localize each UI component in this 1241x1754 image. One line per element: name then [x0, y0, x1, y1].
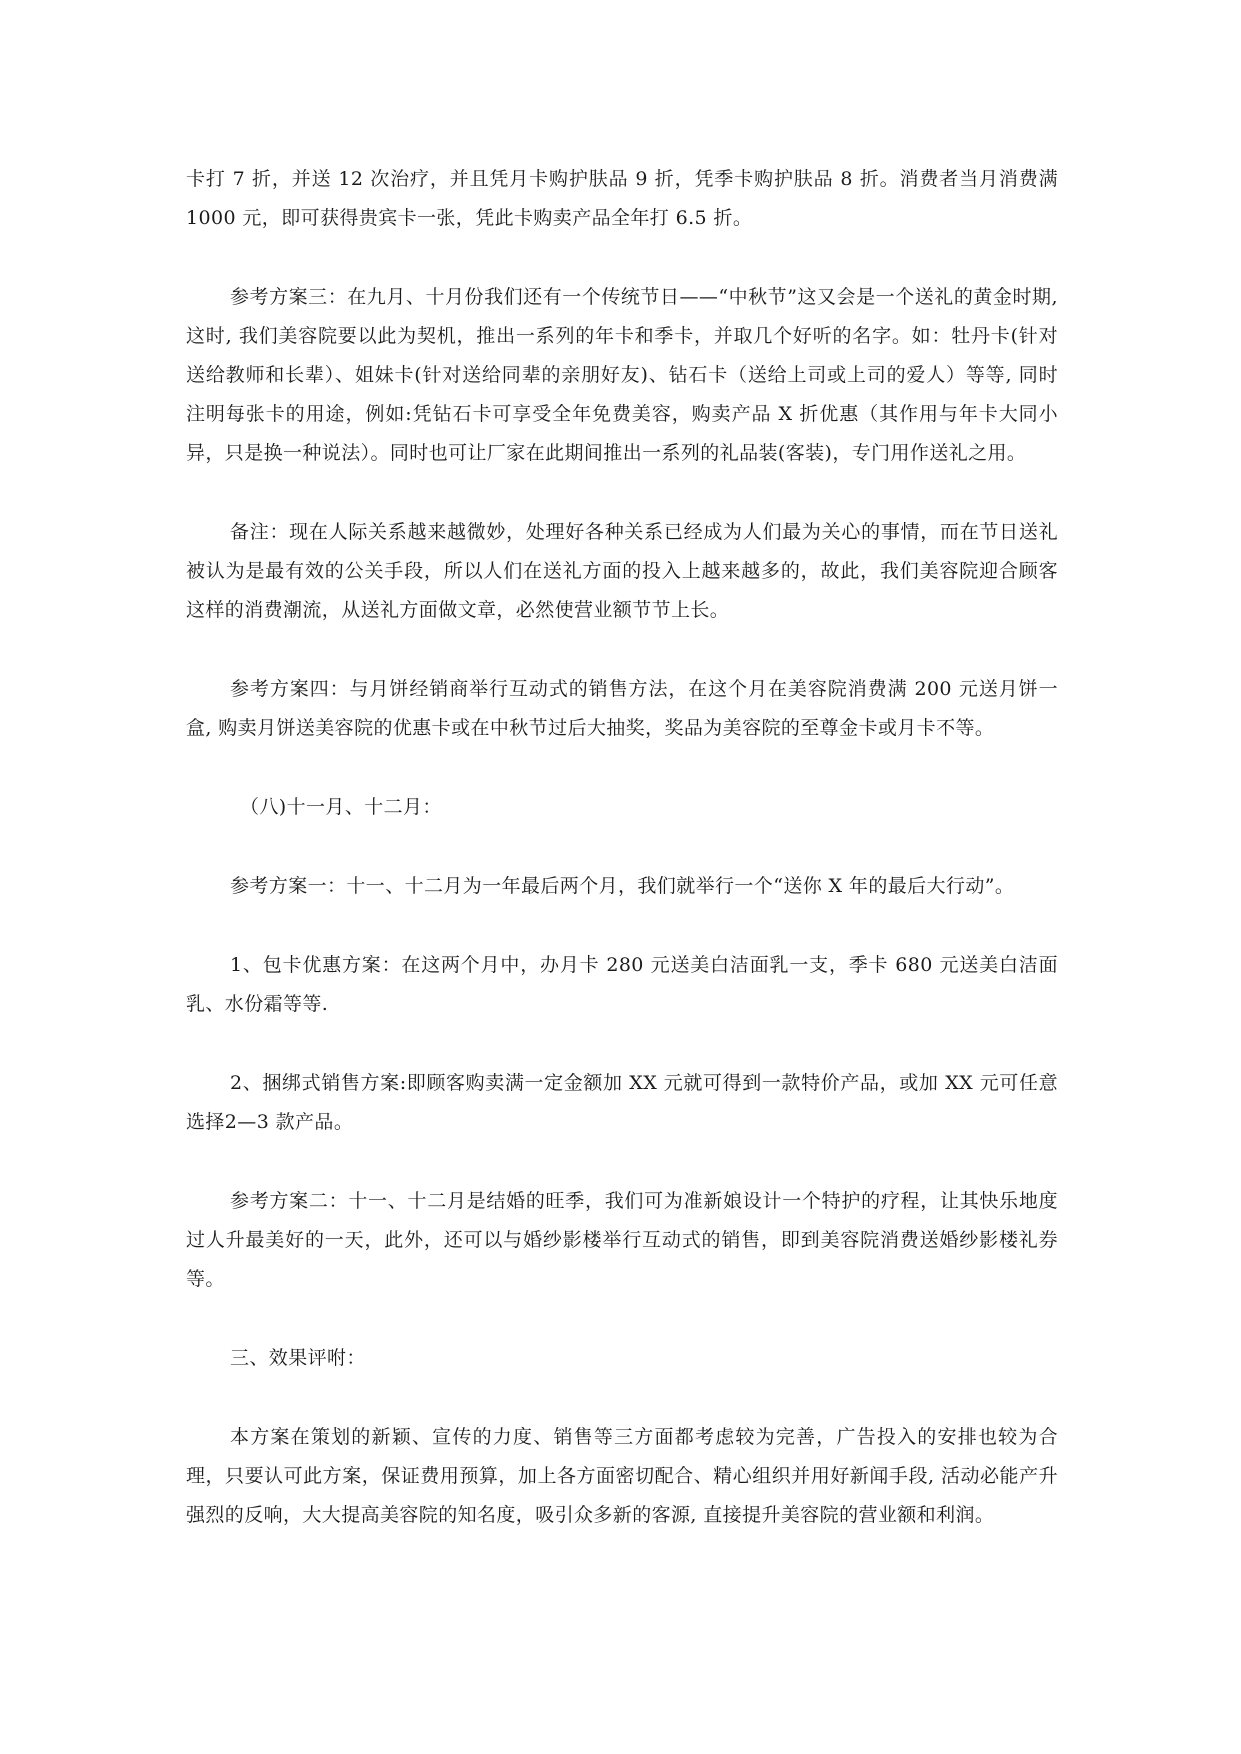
- paragraph-conclusion: 本方案在策划的新颖、宣传的力度、销售等三方面都考虑较为完善，广告投入的安排也较为合理，只要认可此方案，保证费用预算，加上各方面密切配合、精心组织并用好新闻手段, 活动必能产升强烈的反响，大大提高美容院的知名度，吸引众多新的客源, 直接提升美容院的营业额和利润。: [186, 1426, 1058, 1526]
- section-heading-nov-dec: （八)十一月、十二月：: [240, 796, 442, 818]
- paragraph-card-offer: 1、包卡优惠方案：在这两个月中，办月卡 280 元送美白洁面乳一支，季卡 680 元送美白洁面乳、水份霜等等.: [186, 954, 1058, 1015]
- paragraph-plan-four: 参考方案四：与月饼经销商举行互动式的销售方法，在这个月在美容院消费满 200 元送月饼一盒, 购卖月饼送美容院的优惠卡或在中秋节过后大抽奖，奖品为美容院的至尊金卡或月卡不等。: [186, 678, 1058, 739]
- paragraph-card-discount-continued: 卡打 7 折，并送 12 次治疗，并且凭月卡购护肤品 9 折，凭季卡购护肤品 8 折。消费者当月消费满 1000 元，即可获得贵宾卡一张，凭此卡购卖产品全年打 6.5 折。: [186, 168, 1058, 229]
- paragraph-plan-one: 参考方案一：十一、十二月为一年最后两个月，我们就举行一个“送你 X 年的最后大行动”。: [230, 875, 1015, 897]
- section-heading-evaluation: 三、效果评咐：: [230, 1347, 366, 1369]
- paragraph-remark: 备注：现在人际关系越来越微妙，处理好各种关系已经成为人们最为关心的事情，而在节日送礼被认为是最有效的公关手段，所以人们在送礼方面的投入上越来越多的，故此，我们美容院迎合顾客这样的消费潮流，从送礼方面做文章，必然使营业额节节上长。: [186, 521, 1058, 621]
- document-page: [186, 160, 1058, 1575]
- paragraph-plan-three: 参考方案三：在九月、十月份我们还有一个传统节日——“中秋节”这又会是一个送礼的黄金时期, 这时, 我们美容院要以此为契机，推出一系列的年卡和季卡，并取几个好听的名字。如：牡丹卡(针对送给教师和长辈）、姐妹卡(针对送给同辈的亲朋好友)、钻石卡（送给上司或上司的爱人）等等, 同时注明每张卡的用途，例如:凭钻石卡可享受全年免费美容，购卖产品 X 折优惠（其作用与年卡大同小异，只是换一种说法）。同时也可让厂家在此期间推出一系列的礼品装(客装)，专门用作送礼之用。: [186, 286, 1058, 464]
- paragraph-bundle-sale: 2、捆绑式销售方案:即顾客购卖满一定金额加 XX 元就可得到一款特价产品，或加 XX 元可任意选择2—3 款产品。: [186, 1072, 1058, 1133]
- paragraph-plan-two: 参考方案二：十一、十二月是结婚的旺季，我们可为准新娘设计一个特护的疗程，让其快乐地度过人升最美好的一天，此外，还可以与婚纱影楼举行互动式的销售，即到美容院消费送婚纱影楼礼券等。: [186, 1190, 1058, 1290]
